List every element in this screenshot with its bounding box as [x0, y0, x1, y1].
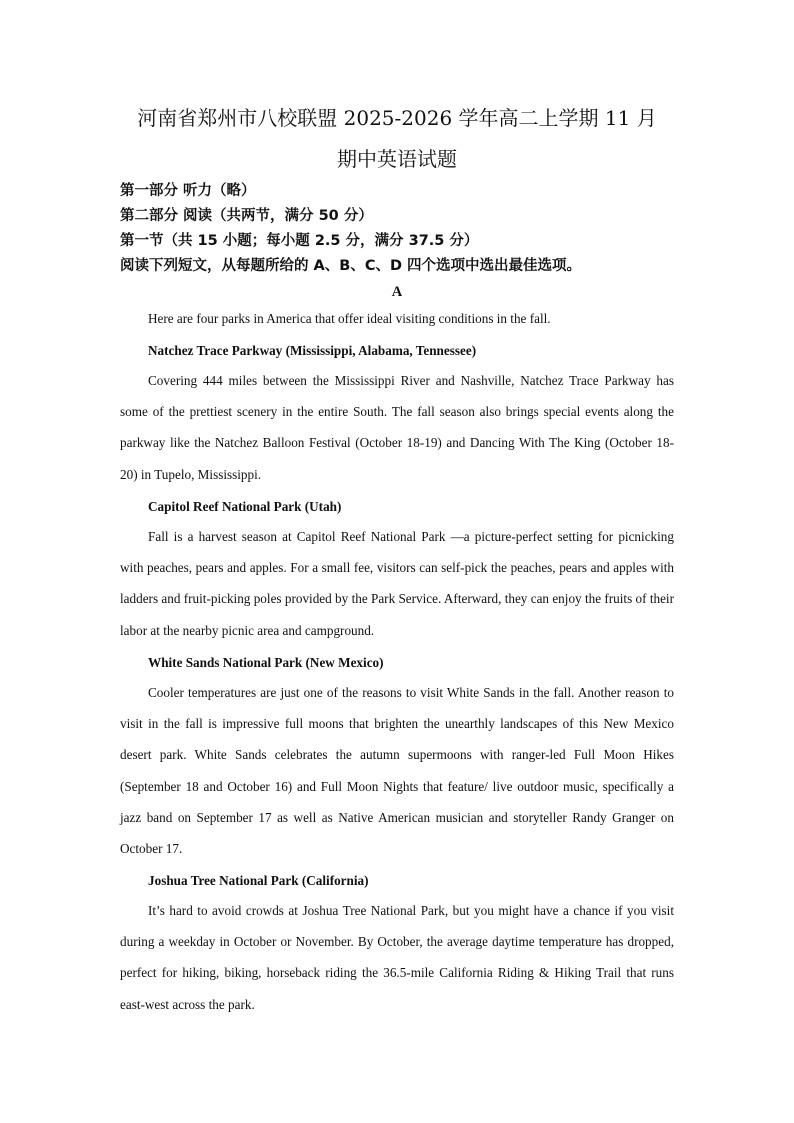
park-heading-white-sands: White Sands National Park (New Mexico)	[148, 655, 384, 670]
passage-intro: Here are four parks in America that offer ideal visiting conditions in the fall.	[148, 311, 551, 326]
park-heading-natchez: Natchez Trace Parkway (Mississippi, Alabama, Tennessee)	[148, 343, 477, 358]
park-body-white-sands: Cooler temperatures are just one of the reasons to visit White Sands in the fall. Another reason to visit in the fall is impressive full moons that brighten the unearthly landscapes of this New Mexico desert park. White Sands celebrates the autumn supermoons with ranger-led Full Moon Hikes (September 18 and October 16) and Full Moon Nights that feature/ live outdoor music, specifically a jazz band on September 17 as well as Native American musician and storyteller Randy Granger on October 17.	[120, 685, 674, 857]
section-instructions: 阅读下列短文，从每题所给的 A、B、C、D 四个选项中选出最佳选项。	[120, 258, 582, 274]
section-heading-reading: 第二部分 阅读（共两节，满分 50 分）	[120, 208, 373, 224]
passage-letter: A	[391, 284, 403, 300]
page-title-line-1: 河南省郑州市八校联盟 2025-2026 学年高二上学期 11 月	[137, 106, 657, 130]
park-body-joshua-tree: It’s hard to avoid crowds at Joshua Tree National Park, but you might have a chance if you visit during a weekday in October or November. By October, the average daytime temperature has dropped, perfect for hiking, biking, horseback riding the 36.5-mile California Riding & Hiking Trail that runs east-west across the park.	[120, 903, 674, 1012]
park-heading-capitol-reef: Capitol Reef National Park (Utah)	[148, 499, 342, 514]
park-heading-joshua-tree: Joshua Tree National Park (California)	[148, 873, 369, 888]
park-body-capitol-reef: Fall is a harvest season at Capitol Reef National Park —a picture-perfect setting for picnicking with peaches, pears and apples. For a small fee, visitors can self-pick the peaches, pears and apples with ladders and fruit-picking poles provided by the Park Service. Afterward, they can enjoy the fruits of their labor at the nearby picnic area and campground.	[120, 529, 674, 638]
park-body-natchez: Covering 444 miles between the Mississippi River and Nashville, Natchez Trace Parkway has some of the prettiest scenery in the entire South. The fall season also brings special events along the parkway like the Natchez Balloon Festival (October 18-19) and Dancing With The King (October 18-20) in Tupelo, Mississippi.	[120, 373, 674, 482]
page-title-line-2: 期中英语试题	[337, 147, 457, 171]
section-heading-listening: 第一部分 听力（略）	[120, 183, 256, 199]
section-heading-part-one: 第一节（共 15 小题；每小题 2.5 分，满分 37.5 分）	[120, 233, 479, 249]
